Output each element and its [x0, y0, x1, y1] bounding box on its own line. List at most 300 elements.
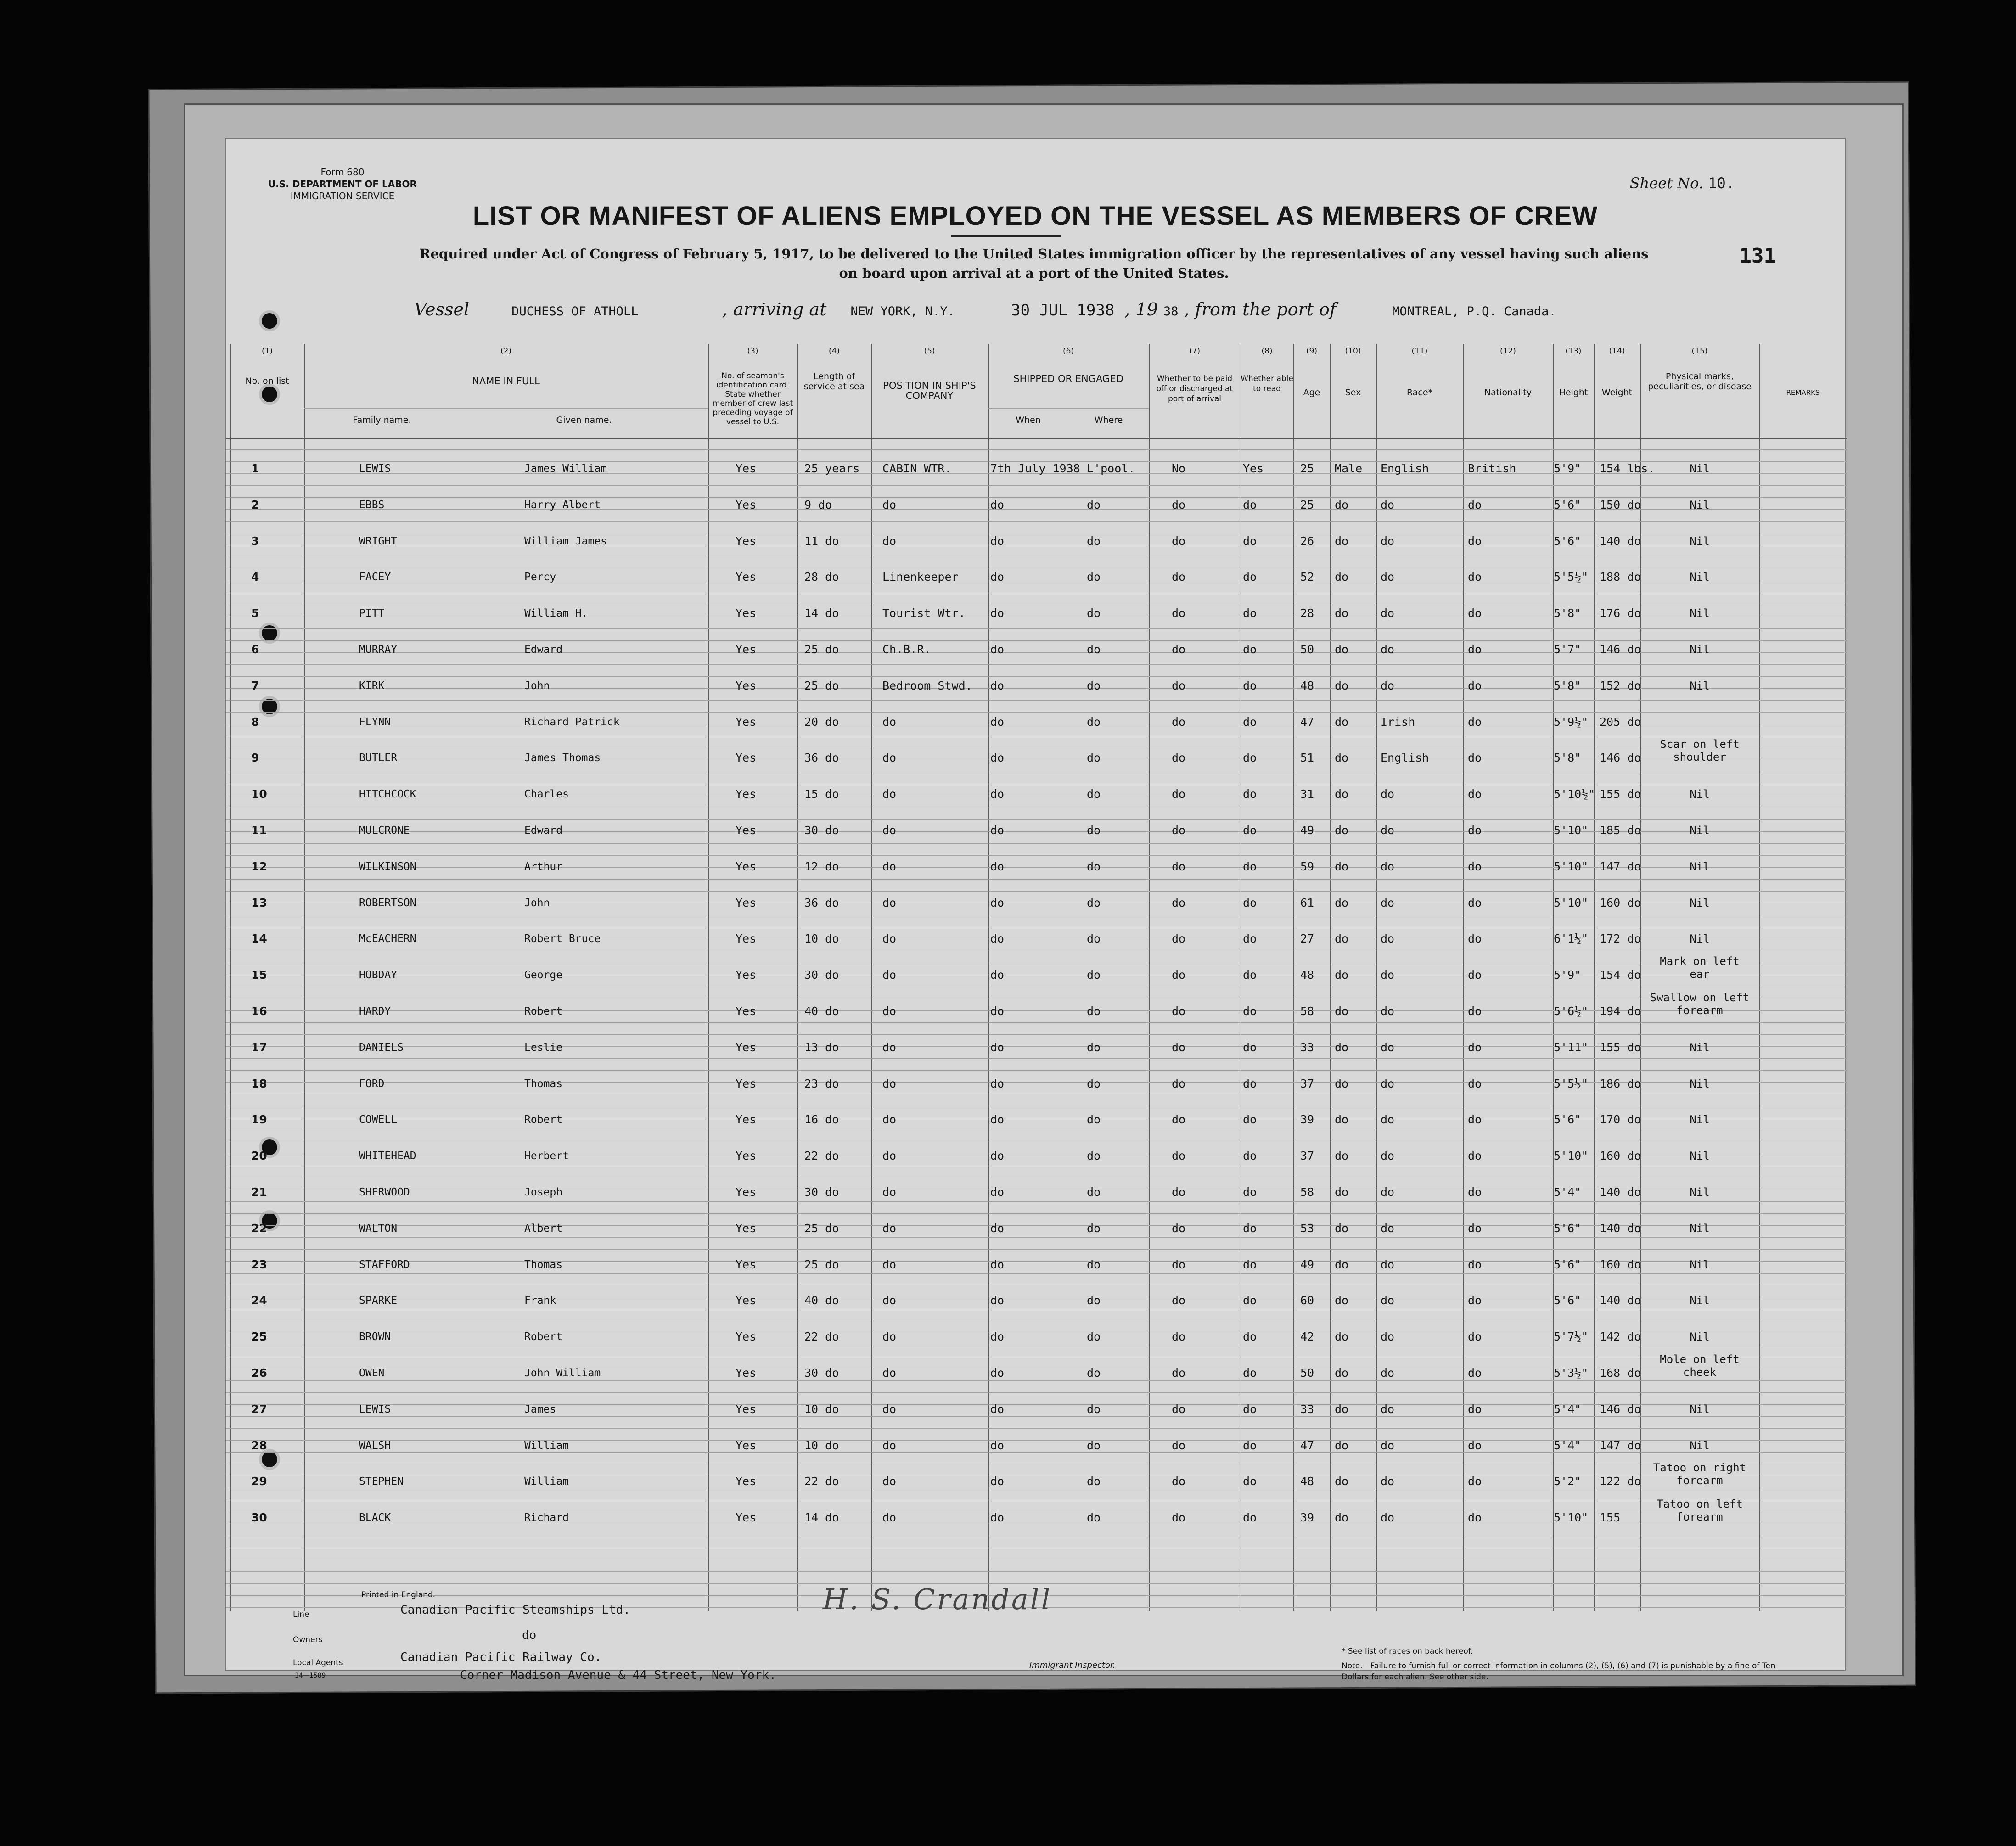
physical-marks: Nil: [1690, 1077, 1710, 1090]
nationality: do: [1468, 751, 1482, 765]
weight: 146 do: [1600, 751, 1641, 765]
binder-hole-icon: [262, 313, 277, 329]
position: do: [882, 1004, 897, 1018]
colnum-3: (3): [747, 347, 758, 356]
paid-off: do: [1172, 1077, 1186, 1090]
physical-marks: Nil: [1690, 1294, 1710, 1307]
physical-marks: Scar on left shoulder: [1660, 738, 1740, 764]
family-name: EBBS: [359, 499, 385, 511]
row-number: 27: [251, 1402, 267, 1416]
sex: do: [1335, 751, 1349, 765]
table-row: [226, 1041, 1847, 1069]
family-name: HITCHCOCK: [359, 788, 416, 801]
previous-voyage: Yes: [736, 462, 757, 475]
shipped-where: do: [1087, 1511, 1101, 1525]
vessel-line: [414, 299, 1556, 320]
physical-marks: Nil: [1690, 1186, 1710, 1199]
able-to-read: do: [1243, 1077, 1257, 1090]
able-to-read: Yes: [1243, 462, 1264, 475]
weight: 146 do: [1600, 643, 1641, 656]
weight: 172 do: [1600, 932, 1641, 946]
height: 5'10½": [1554, 787, 1595, 801]
sex: do: [1335, 1366, 1349, 1380]
physical-marks: Nil: [1690, 1403, 1710, 1416]
shipped-when: do: [990, 1185, 1005, 1199]
arriving-label: , arriving at: [722, 299, 827, 320]
given-name: William H.: [524, 607, 588, 620]
header-subrule: [988, 408, 1149, 409]
paid-off: do: [1172, 1040, 1186, 1054]
position: do: [882, 787, 897, 801]
race: do: [1381, 1294, 1395, 1307]
shipped-where: do: [1087, 1475, 1101, 1488]
nationality: do: [1468, 1294, 1482, 1307]
length-of-service: 14 do: [804, 1511, 839, 1525]
table-row: [226, 607, 1847, 634]
physical-marks: Nil: [1690, 1041, 1710, 1054]
age: 60: [1300, 1294, 1314, 1307]
table-row: [226, 643, 1847, 671]
weight: 140 do: [1600, 534, 1641, 548]
height: 5'4": [1554, 1185, 1582, 1199]
table-row: [226, 1294, 1847, 1322]
previous-voyage: Yes: [736, 1113, 757, 1127]
crew-table: [226, 344, 1847, 1611]
age: 25: [1300, 462, 1314, 475]
header-idcard: State whether member of crew last preceding voyage of vessel to U.S.: [712, 390, 793, 426]
weight: 155: [1600, 1511, 1621, 1525]
age: 48: [1300, 968, 1314, 982]
shipped-where: do: [1087, 896, 1101, 909]
height: 6'1½": [1554, 932, 1589, 946]
colnum-6: (6): [1062, 347, 1074, 356]
sex: do: [1335, 1402, 1349, 1416]
race: English: [1381, 751, 1429, 765]
sex: do: [1335, 1113, 1349, 1127]
family-name: BLACK: [359, 1512, 391, 1524]
weight: 142 do: [1600, 1330, 1641, 1344]
height: 5'10": [1554, 824, 1589, 837]
physical-marks: Nil: [1690, 679, 1710, 692]
line-label: Line: [293, 1610, 309, 1619]
shipped-where: do: [1087, 570, 1101, 584]
year-value: 38: [1163, 304, 1179, 319]
subtitle-line-1: Required under Act of Congress of February 5, 1917, to be delivered to the United States immigration officer by the representatives of any vessel having such aliens: [419, 246, 1649, 262]
shipped-where: do: [1087, 1257, 1101, 1271]
length-of-service: 40 do: [804, 1004, 839, 1018]
sex: do: [1335, 679, 1349, 692]
row-number: 20: [251, 1149, 267, 1163]
given-name: Harry Albert: [524, 499, 601, 511]
agents-code: 14—1589: [295, 1672, 326, 1679]
colnum-14: (14): [1609, 347, 1625, 356]
row-number: 1: [251, 462, 259, 475]
sex: Male: [1335, 462, 1363, 475]
previous-voyage: Yes: [736, 1149, 757, 1163]
race: do: [1381, 1185, 1395, 1199]
weight: 188 do: [1600, 570, 1641, 584]
height: 5'6": [1554, 1294, 1582, 1307]
able-to-read: do: [1243, 606, 1257, 620]
shipped-when: do: [990, 1475, 1005, 1488]
row-number: 18: [251, 1077, 267, 1090]
table-row: [226, 897, 1847, 924]
sex: do: [1335, 534, 1349, 548]
header-subrule: [304, 408, 708, 409]
nationality: do: [1468, 896, 1482, 909]
able-to-read: do: [1243, 679, 1257, 692]
nationality: do: [1468, 643, 1482, 656]
inspector-signature: H. S. Crandall: [823, 1582, 1052, 1616]
penalty-note: Note.—Failure to furnish full or correct information in columns (2), (5), (6) and (7) is punishable by a fine of Ten Dollars for each alien. See other side.: [1342, 1661, 1775, 1682]
header-read: Whether able to read: [1241, 374, 1293, 393]
nationality: do: [1468, 1004, 1482, 1018]
table-row: [226, 571, 1847, 598]
year-prefix: , 19: [1124, 299, 1158, 320]
weight: 205 do: [1600, 715, 1641, 729]
race: do: [1381, 787, 1395, 801]
paid-off: do: [1172, 1438, 1186, 1452]
header-when: When: [1016, 415, 1041, 425]
given-name: James: [524, 1403, 556, 1415]
position: do: [882, 1294, 897, 1307]
row-number: 12: [251, 859, 267, 873]
previous-voyage: Yes: [736, 968, 757, 982]
family-name: STAFFORD: [359, 1258, 410, 1271]
row-number: 19: [251, 1113, 267, 1127]
paid-off: do: [1172, 1366, 1186, 1380]
able-to-read: do: [1243, 824, 1257, 837]
nationality: do: [1468, 1221, 1482, 1235]
length-of-service: 25 do: [804, 679, 839, 692]
weight: 186 do: [1600, 1077, 1641, 1090]
age: 33: [1300, 1402, 1314, 1416]
paid-off: do: [1172, 1402, 1186, 1416]
table-row: [226, 991, 1847, 1032]
age: 49: [1300, 1257, 1314, 1271]
paid-off: do: [1172, 643, 1186, 656]
colnum-8: (8): [1261, 347, 1273, 356]
previous-voyage: Yes: [736, 498, 757, 511]
given-name: Edward: [524, 825, 563, 836]
shipped-when: do: [990, 859, 1005, 873]
table-row: [226, 860, 1847, 888]
given-name: John: [524, 897, 550, 909]
family-name: KIRK: [359, 679, 385, 692]
race: do: [1381, 968, 1395, 982]
row-number: 21: [251, 1185, 267, 1199]
row-number: 10: [251, 787, 267, 801]
nationality: do: [1468, 824, 1482, 837]
position: do: [882, 1113, 897, 1127]
physical-marks: Nil: [1690, 860, 1710, 873]
physical-marks: Nil: [1690, 1113, 1710, 1127]
position: do: [882, 1402, 897, 1416]
weight: 122 do: [1600, 1475, 1641, 1488]
race: English: [1381, 462, 1429, 475]
header-family-name: Family name.: [353, 415, 411, 425]
age: 47: [1300, 1438, 1314, 1452]
previous-voyage: Yes: [736, 715, 757, 729]
shipped-when: do: [990, 606, 1005, 620]
table-row: [226, 716, 1847, 743]
paid-off: do: [1172, 570, 1186, 584]
previous-voyage: Yes: [736, 1040, 757, 1054]
header-race: Race*: [1406, 387, 1433, 398]
given-name: James Thomas: [524, 752, 601, 764]
length-of-service: 40 do: [804, 1294, 839, 1307]
length-of-service: 9 do: [804, 498, 832, 511]
nationality: do: [1468, 1149, 1482, 1163]
sex: do: [1335, 643, 1349, 656]
position: do: [882, 1475, 897, 1488]
line-value: Canadian Pacific Steamships Ltd.: [400, 1603, 630, 1617]
shipped-where: do: [1087, 1077, 1101, 1090]
shipped-when: do: [990, 1004, 1005, 1018]
position: do: [882, 1149, 897, 1163]
header-no: No. on list: [245, 376, 289, 386]
previous-voyage: Yes: [736, 679, 757, 692]
previous-voyage: Yes: [736, 1185, 757, 1199]
race: do: [1381, 606, 1395, 620]
age: 39: [1300, 1511, 1314, 1525]
length-of-service: 10 do: [804, 1438, 839, 1452]
row-rule: [226, 497, 1847, 498]
family-name: SPARKE: [359, 1295, 398, 1307]
row-rule: [226, 891, 1847, 892]
previous-voyage: Yes: [736, 1077, 757, 1090]
age: 58: [1300, 1004, 1314, 1018]
shipped-when: do: [990, 1149, 1005, 1163]
family-name: OWEN: [359, 1367, 385, 1379]
paid-off: do: [1172, 679, 1186, 692]
given-name: Richard Patrick: [524, 716, 620, 728]
shipped-where: do: [1087, 1294, 1101, 1307]
table-row: [226, 1353, 1847, 1394]
colnum-4: (4): [828, 347, 840, 356]
physical-marks: Nil: [1690, 462, 1710, 475]
position: do: [882, 498, 897, 511]
port-label: , from the port of: [1184, 299, 1336, 320]
colnum-11: (11): [1411, 347, 1428, 356]
shipped-where: do: [1087, 824, 1101, 837]
header-shipped: SHIPPED OR ENGAGED: [1013, 373, 1123, 384]
shipped-when: do: [990, 787, 1005, 801]
shipped-where: do: [1087, 1366, 1101, 1380]
length-of-service: 36 do: [804, 751, 839, 765]
position: Bedroom Stwd.: [882, 679, 972, 692]
sex: do: [1335, 1475, 1349, 1488]
race: do: [1381, 1438, 1395, 1452]
table-row: [226, 462, 1847, 490]
height: 5'4": [1554, 1438, 1582, 1452]
header-length-service: Length of service at sea: [803, 371, 865, 392]
shipped-when: do: [990, 498, 1005, 511]
given-name: George: [524, 969, 563, 982]
height: 5'6": [1554, 1221, 1582, 1235]
row-number: 17: [251, 1040, 267, 1054]
weight: 150 do: [1600, 498, 1641, 511]
given-name: Robert: [524, 1005, 563, 1017]
height: 5'3½": [1554, 1366, 1589, 1380]
sex: do: [1335, 1294, 1349, 1307]
length-of-service: 11 do: [804, 534, 839, 548]
length-of-service: 10 do: [804, 932, 839, 946]
height: 5'7": [1554, 643, 1582, 656]
height: 5'8": [1554, 751, 1582, 765]
shipped-when: do: [990, 643, 1005, 656]
shipped-where: do: [1087, 1185, 1101, 1199]
age: 28: [1300, 606, 1314, 620]
race: do: [1381, 1040, 1395, 1054]
previous-voyage: Yes: [736, 824, 757, 837]
row-number: 25: [251, 1330, 267, 1344]
given-name: John: [524, 679, 550, 692]
paid-off: do: [1172, 896, 1186, 909]
table-row: [226, 1222, 1847, 1250]
height: 5'8": [1554, 606, 1582, 620]
position: do: [882, 751, 897, 765]
family-name: WALTON: [359, 1222, 398, 1234]
sex: do: [1335, 896, 1349, 909]
given-name: Percy: [524, 571, 556, 584]
row-rule: [226, 1571, 1847, 1572]
row-number: 24: [251, 1294, 267, 1307]
shipped-when: do: [990, 932, 1005, 946]
paid-off: do: [1172, 534, 1186, 548]
given-name: Robert: [524, 1331, 563, 1343]
height: 5'5½": [1554, 570, 1589, 584]
length-of-service: 30 do: [804, 1185, 839, 1199]
header-name-full: NAME IN FULL: [472, 376, 540, 387]
able-to-read: do: [1243, 570, 1257, 584]
race: do: [1381, 1475, 1395, 1488]
able-to-read: do: [1243, 1149, 1257, 1163]
height: 5'11": [1554, 1040, 1589, 1054]
nationality: do: [1468, 498, 1482, 511]
height: 5'10": [1554, 1511, 1589, 1525]
agents-value-2: Corner Madison Avenue & 44 Street, New York.: [460, 1668, 776, 1682]
previous-voyage: Yes: [736, 859, 757, 873]
paid-off: do: [1172, 1475, 1186, 1488]
physical-marks: Swallow on left forearm: [1650, 991, 1750, 1017]
header-given-name: Given name.: [556, 415, 612, 425]
races-note: * See list of races on back hereof.: [1342, 1647, 1473, 1656]
nationality: do: [1468, 968, 1482, 982]
age: 37: [1300, 1077, 1314, 1090]
previous-voyage: Yes: [736, 1257, 757, 1271]
race: do: [1381, 932, 1395, 946]
paid-off: do: [1172, 1149, 1186, 1163]
physical-marks: Mole on left cheek: [1660, 1353, 1740, 1379]
position: do: [882, 534, 897, 548]
age: 26: [1300, 534, 1314, 548]
race: do: [1381, 1113, 1395, 1127]
race: do: [1381, 643, 1395, 656]
age: 48: [1300, 1475, 1314, 1488]
sex: do: [1335, 1257, 1349, 1271]
weight: 160 do: [1600, 1149, 1641, 1163]
shipped-where: do: [1087, 679, 1101, 692]
shipped-when: do: [990, 824, 1005, 837]
sex: do: [1335, 570, 1349, 584]
family-name: MURRAY: [359, 644, 398, 656]
given-name: William: [524, 1476, 569, 1488]
paid-off: do: [1172, 968, 1186, 982]
nationality: do: [1468, 679, 1482, 692]
paid-off: do: [1172, 715, 1186, 729]
physical-marks: Nil: [1690, 571, 1710, 584]
able-to-read: do: [1243, 896, 1257, 909]
sheet-number-label: Sheet No.: [1629, 174, 1704, 192]
paid-off: do: [1172, 606, 1186, 620]
length-of-service: 25 do: [804, 1221, 839, 1235]
age: 31: [1300, 787, 1314, 801]
age: 37: [1300, 1149, 1314, 1163]
weight: 140 do: [1600, 1221, 1641, 1235]
weight: 160 do: [1600, 1257, 1641, 1271]
document-title: LIST OR MANIFEST OF ALIENS EMPLOYED ON THE VESSEL AS MEMBERS OF CREW: [472, 201, 1598, 231]
shipped-when: do: [990, 570, 1005, 584]
able-to-read: do: [1243, 1511, 1257, 1525]
shipped-when: do: [990, 1040, 1005, 1054]
family-name: STEPHEN: [359, 1476, 404, 1488]
nationality: do: [1468, 787, 1482, 801]
paid-off: do: [1172, 1294, 1186, 1307]
age: 61: [1300, 896, 1314, 909]
row-number: 11: [251, 824, 267, 837]
nationality: do: [1468, 1438, 1482, 1452]
able-to-read: do: [1243, 1475, 1257, 1488]
previous-voyage: Yes: [736, 1004, 757, 1018]
nationality: do: [1468, 1113, 1482, 1127]
colnum-2: (2): [500, 347, 512, 356]
family-name: COWELL: [359, 1114, 398, 1126]
given-name: Charles: [524, 788, 569, 801]
weight: 170 do: [1600, 1113, 1641, 1127]
header-bottom-rule: [226, 438, 1847, 439]
sex: do: [1335, 1149, 1349, 1163]
header-height: Height: [1559, 387, 1588, 398]
previous-voyage: Yes: [736, 643, 757, 656]
length-of-service: 25 do: [804, 643, 839, 656]
nationality: do: [1468, 1257, 1482, 1271]
header-paid-off: Whether to be paid off or discharged at port of arrival: [1156, 374, 1233, 404]
given-name: Joseph: [524, 1186, 563, 1198]
family-name: WILKINSON: [359, 860, 416, 873]
weight: 152 do: [1600, 679, 1641, 692]
able-to-read: do: [1243, 1221, 1257, 1235]
owners-value: do: [522, 1628, 537, 1642]
nationality: do: [1468, 1402, 1482, 1416]
physical-marks: Nil: [1690, 1439, 1710, 1452]
race: do: [1381, 1077, 1395, 1090]
weight: 140 do: [1600, 1185, 1641, 1199]
position: do: [882, 1330, 897, 1344]
able-to-read: do: [1243, 498, 1257, 511]
family-name: LEWIS: [359, 1403, 391, 1415]
nationality: do: [1468, 1040, 1482, 1054]
given-name: Leslie: [524, 1041, 563, 1054]
position: do: [882, 968, 897, 982]
nationality: do: [1468, 534, 1482, 548]
family-name: ROBERTSON: [359, 897, 416, 909]
length-of-service: 23 do: [804, 1077, 839, 1090]
weight: 154 lbs.: [1600, 462, 1655, 475]
shipped-when: do: [990, 1438, 1005, 1452]
sex: do: [1335, 1511, 1349, 1525]
weight: 160 do: [1600, 896, 1641, 909]
